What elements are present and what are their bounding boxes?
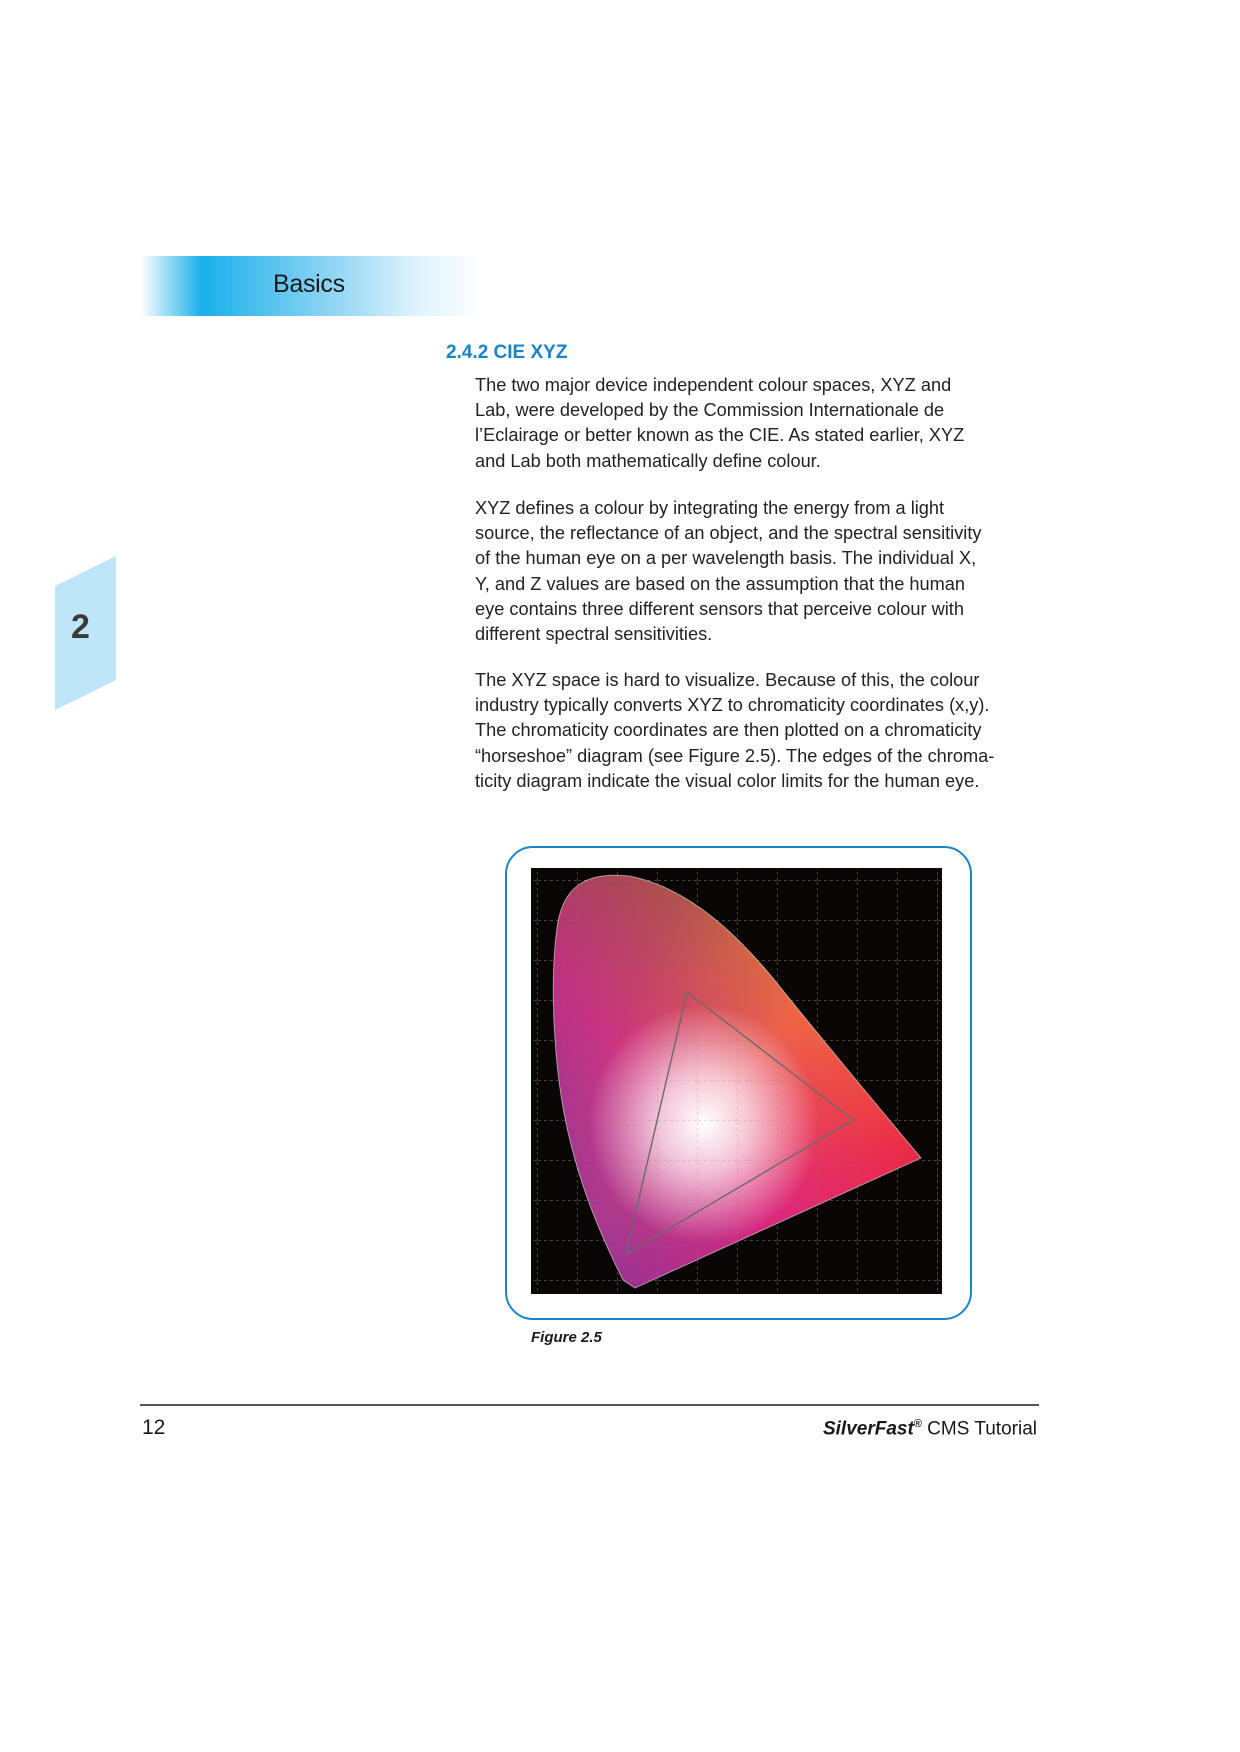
body-paragraph: XYZ defines a colour by integrating the energy from a light source, the reflectance of an object, and the spectral sensitivity of the human eye on a per wavelength basis. The individual X, Y, and Z values are based on the assumption that the human eye contains three different sensors that perceive colour with different spectral sensitivities. <box>475 498 982 645</box>
cie-chromaticity-diagram <box>531 868 942 1294</box>
chapter-number: 2 <box>71 608 90 646</box>
chapter-tab <box>55 556 116 710</box>
registered-mark: ® <box>913 1418 922 1430</box>
section-label: Basics <box>273 270 345 298</box>
section-header-band <box>140 256 485 316</box>
footer-title <box>823 1418 1037 1440</box>
figure-caption: Figure 2.5 <box>531 1329 602 1346</box>
footer-rule <box>140 1404 1039 1406</box>
section-heading: 2.4.2 CIE XYZ <box>446 342 568 363</box>
body-paragraph: The XYZ space is hard to visualize. Because of this, the colour industry typically converts XYZ to chromaticity coordinates (x,y). The chromaticity coordinates are then plotted on a chromaticity “horseshoe” diagram (see Figure 2.5). The edges of the chroma- ticity diagram indicate the visual color limits for the human eye. <box>475 670 995 791</box>
body-paragraph: The two major device independent colour spaces, XYZ and Lab, were developed by the Commission Internationale de l’Eclairage or better known as the CIE. As stated earlier, XYZ and Lab both mathematically define colour. <box>475 375 965 471</box>
page-number: 12 <box>142 1416 166 1439</box>
footer-title-suffix: CMS Tutorial <box>921 1418 1037 1440</box>
footer-brand: SilverFast <box>822 1418 914 1440</box>
